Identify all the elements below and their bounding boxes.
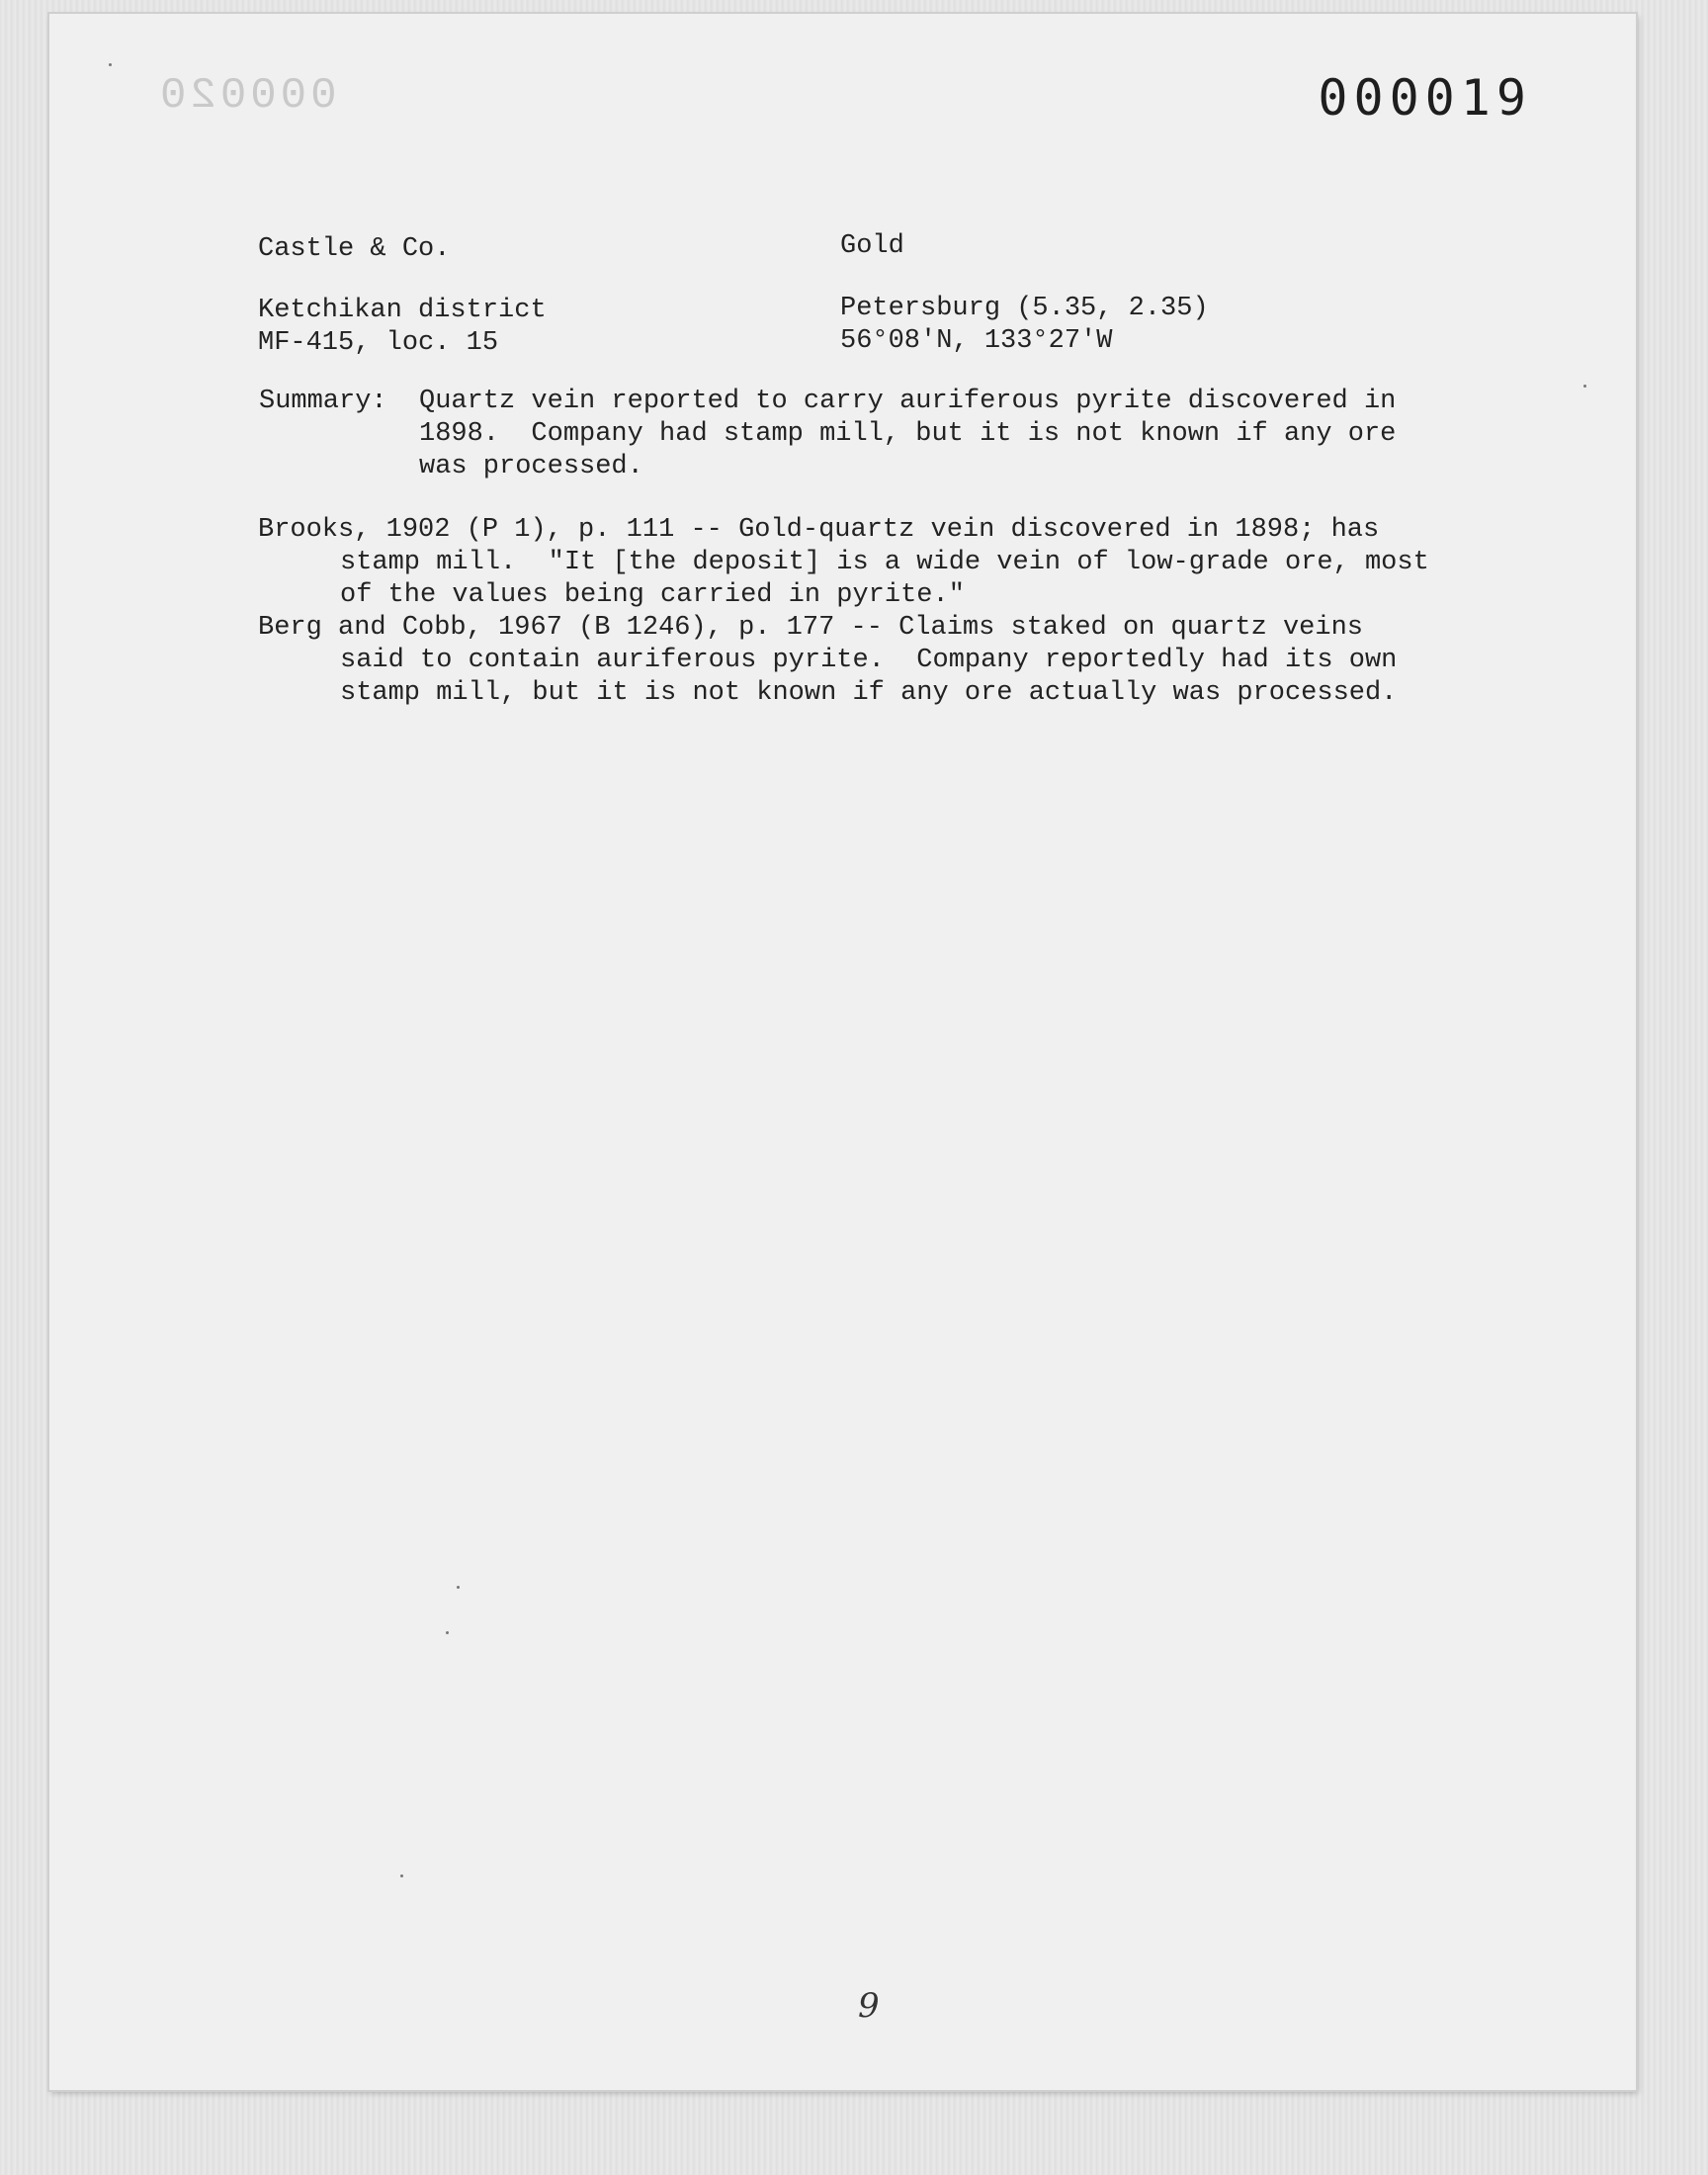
commodity: Gold [840, 231, 904, 261]
scan-speck [446, 1631, 449, 1634]
page-number: 9 [858, 1986, 880, 2026]
summary-line: 1898. Company had stamp mill, but it is not known if any ore [419, 419, 1397, 449]
scan-speck [1583, 385, 1586, 388]
reference-line: of the values being carried in pyrite." [340, 580, 965, 610]
coordinates: 56°08'N, 133°27'W [840, 326, 1113, 356]
document-page [49, 14, 1636, 2090]
summary-line: Quartz vein reported to carry auriferous pyrite discovered in [419, 387, 1397, 416]
bleed-through-number: 000020 [156, 71, 337, 121]
summary-line: was processed. [419, 452, 643, 481]
district: Ketchikan district [258, 296, 547, 325]
reference-line: Berg and Cobb, 1967 (B 1246), p. 177 -- Claims staked on quartz veins [258, 613, 1363, 643]
quadrangle: Petersburg (5.35, 2.35) [840, 294, 1209, 323]
scan-speck [109, 63, 112, 66]
page-id-stamp: 000019 [1318, 69, 1532, 127]
map-location: MF-415, loc. 15 [258, 328, 499, 358]
scan-speck [400, 1874, 403, 1877]
summary-label: Summary: [259, 387, 387, 416]
reference-line: stamp mill, but it is not known if any ore actually was processed. [340, 678, 1398, 708]
property-name: Castle & Co. [258, 234, 451, 264]
reference-line: said to contain auriferous pyrite. Company reportedly had its own [340, 646, 1398, 675]
scan-speck [457, 1586, 460, 1589]
reference-line: Brooks, 1902 (P 1), p. 111 -- Gold-quartz vein discovered in 1898; has [258, 515, 1380, 545]
reference-line: stamp mill. "It [the deposit] is a wide vein of low-grade ore, most [340, 548, 1429, 577]
